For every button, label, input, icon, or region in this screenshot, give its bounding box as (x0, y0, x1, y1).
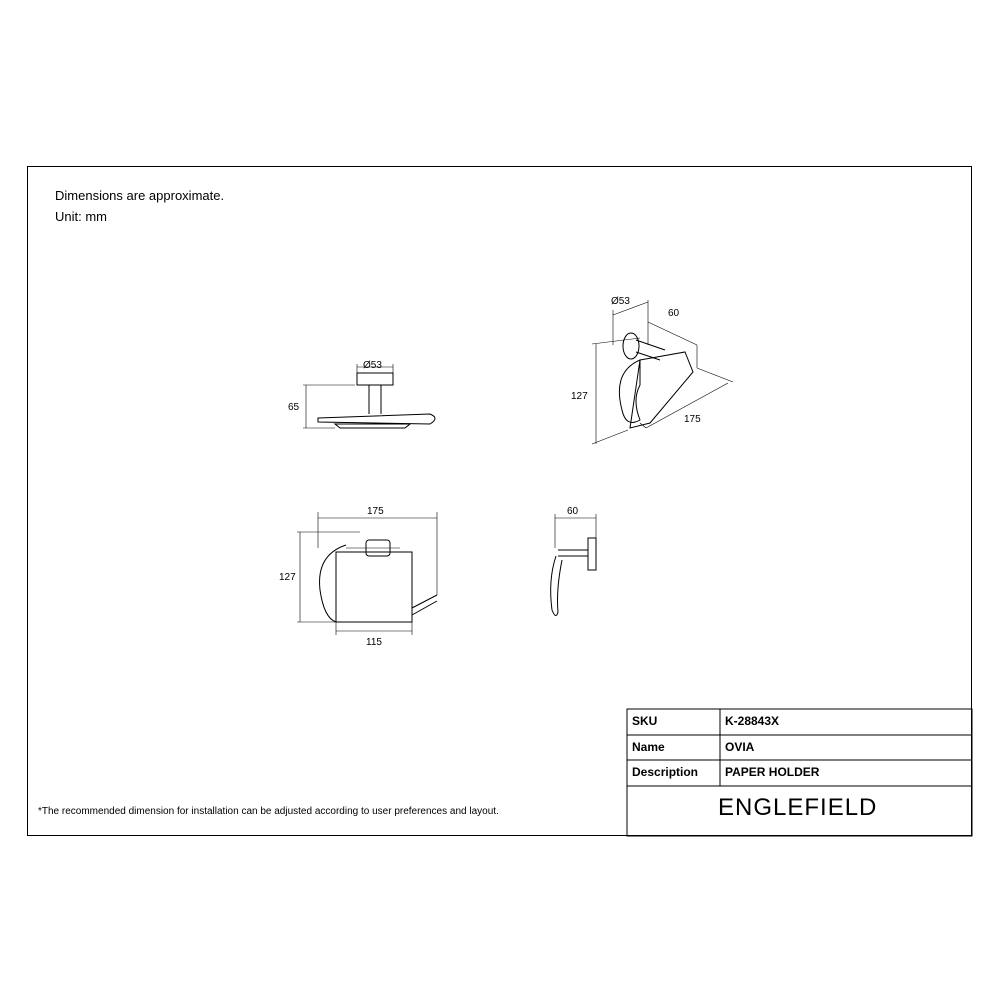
side-view (551, 506, 596, 616)
top-view-height-label: 65 (288, 402, 300, 413)
top-view-cover (318, 414, 435, 424)
title-block-row-name (627, 735, 972, 760)
name-label: Name (632, 740, 665, 754)
top-view-flange (357, 373, 393, 385)
brand-logo: ENGLEFIELD (718, 794, 878, 821)
iso-view-height-label: 127 (571, 391, 588, 402)
top-view-diameter-label: Ø53 (363, 360, 382, 371)
note-approximate: Dimensions are approximate. (55, 188, 225, 203)
iso-view-diameter-label: Ø53 (611, 296, 630, 307)
description-value: PAPER HOLDER (725, 765, 820, 779)
front-view-cover-width-label: 115 (366, 637, 382, 648)
iso-view-width-label: 175 (684, 414, 701, 425)
front-view-height-label: 127 (279, 572, 296, 583)
title-block-row-description (627, 760, 972, 785)
front-view-roller-arm (412, 595, 437, 608)
iso-view-holder (619, 360, 640, 422)
iso-view-depth-label: 60 (668, 308, 680, 319)
side-view-flange (588, 538, 596, 570)
iso-view-arm (636, 340, 665, 360)
installation-footnote: *The recommended dimension for installation can be adjusted according to user preferences and layout. (38, 806, 499, 817)
description-label: Description (632, 765, 699, 779)
front-view-holder-arc (320, 545, 346, 622)
sku-label: SKU (632, 714, 658, 728)
front-view-cover (336, 552, 412, 622)
top-view-base (335, 424, 410, 428)
note-unit: Unit: mm (55, 209, 107, 224)
front-view-width-label: 175 (367, 506, 384, 517)
name-value: OVIA (725, 740, 755, 754)
front-view (279, 506, 437, 648)
sku-value: K-28843X (725, 714, 780, 728)
side-view-depth-label: 60 (567, 506, 579, 517)
isometric-view (571, 296, 733, 444)
iso-view-flange (623, 333, 639, 359)
title-block-row-sku (627, 709, 972, 734)
top-view (288, 360, 435, 428)
side-view-cover (551, 556, 562, 616)
